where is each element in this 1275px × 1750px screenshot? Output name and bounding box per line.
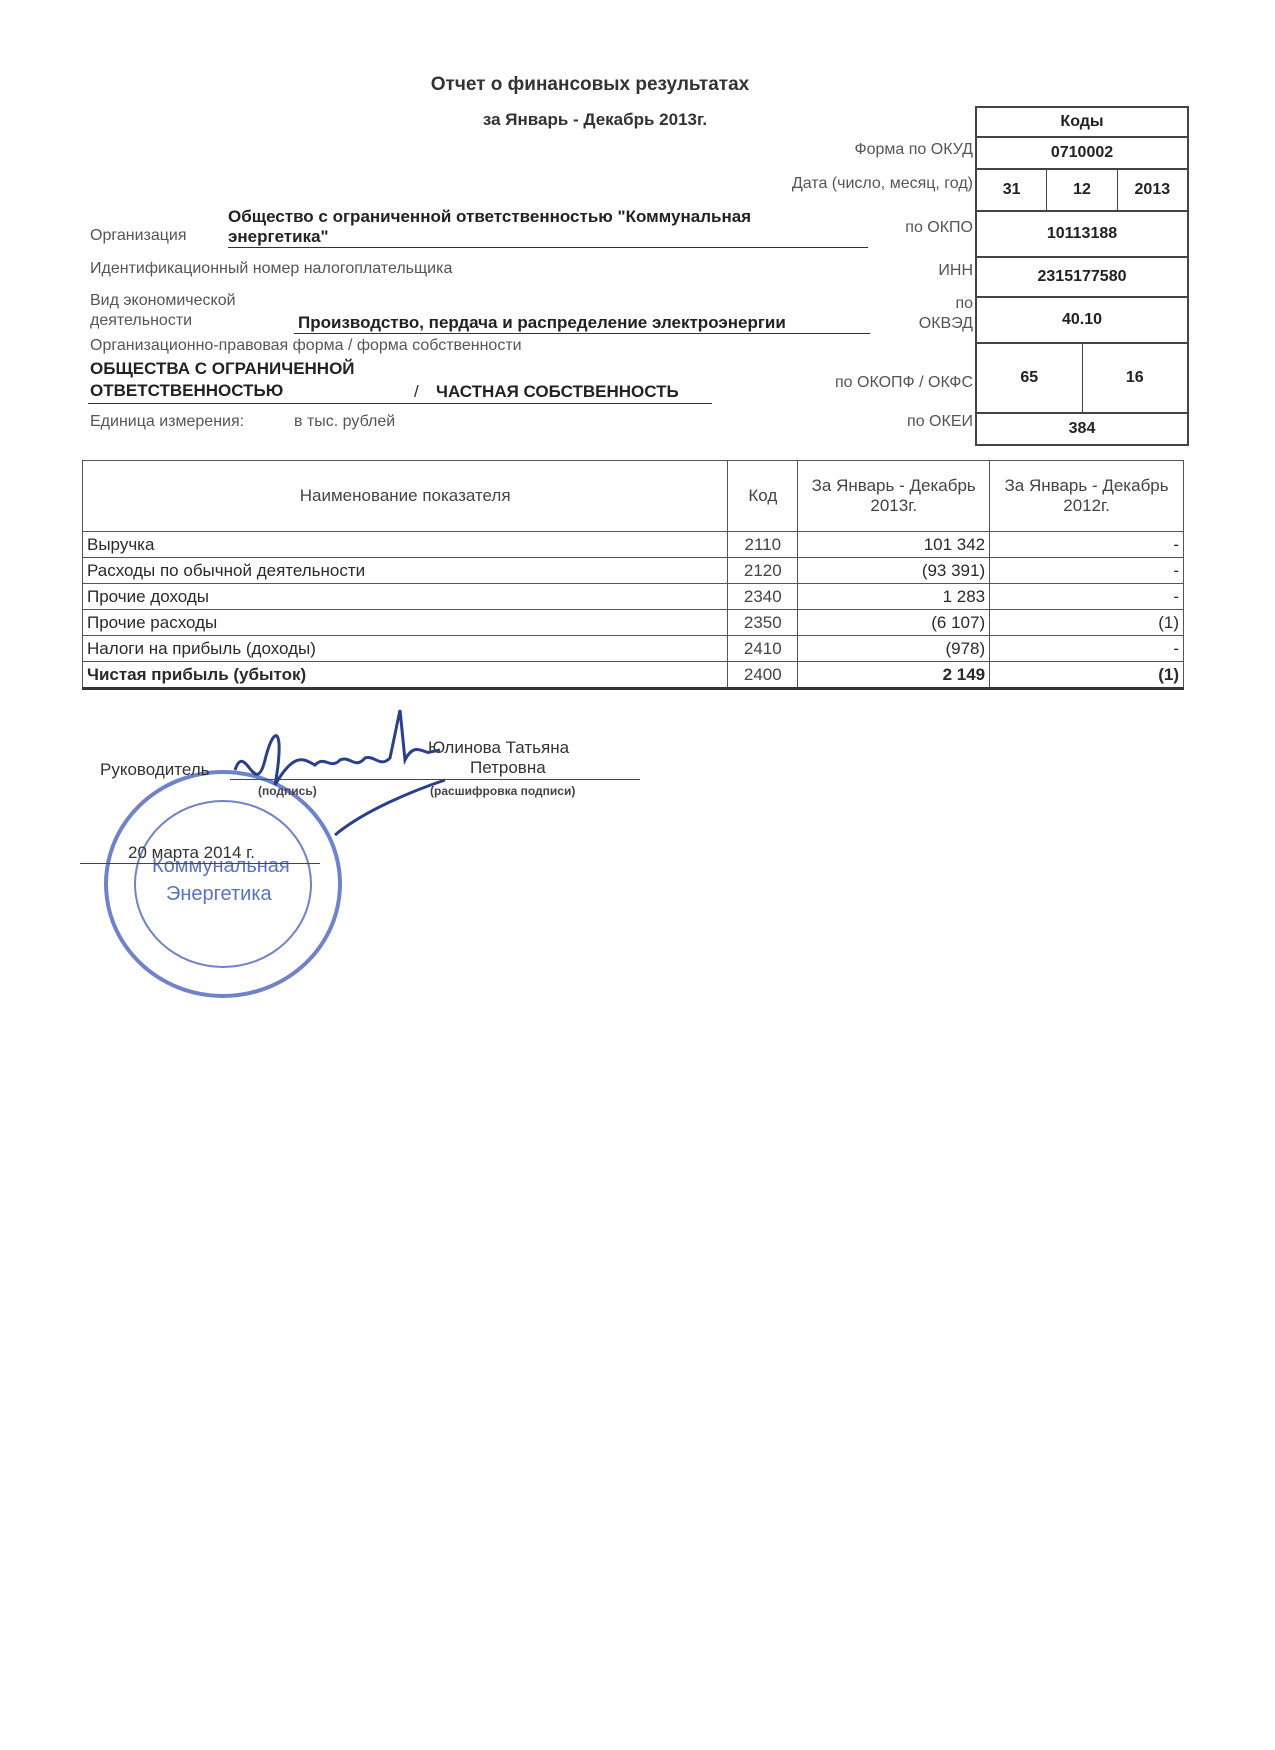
- codes-box: [975, 106, 1189, 446]
- org-name-line1: Общество с ограниченной ответственностью "Коммунальная: [228, 207, 752, 226]
- row-current: 2 149: [798, 662, 990, 689]
- sign-caption: (подпись): [258, 784, 317, 798]
- form-label: Организационно-правовая форма / форма собственности: [90, 337, 522, 354]
- row-previous: -: [990, 532, 1184, 558]
- table-row: [83, 584, 1184, 610]
- row-current: (978): [798, 636, 990, 662]
- row-name: Прочие доходы: [83, 584, 728, 610]
- financial-table: [82, 460, 1184, 690]
- okei-value: 384: [977, 414, 1187, 446]
- row-previous: -: [990, 558, 1184, 584]
- row-code: 2340: [728, 584, 798, 610]
- okopf-value: 65: [1020, 369, 1039, 386]
- row-previous: -: [990, 584, 1184, 610]
- date-row: [977, 170, 1187, 212]
- date-year: 2013: [1117, 170, 1187, 210]
- decode-caption: (расшифровка подписи): [430, 784, 576, 798]
- report-period: за Январь - Декабрь 2013г.: [482, 110, 708, 129]
- table-header-row: [83, 461, 1184, 532]
- date-line: [80, 863, 320, 864]
- row-code: 2120: [728, 558, 798, 584]
- row-previous: -: [990, 636, 1184, 662]
- okpo-value: 10113188: [977, 212, 1187, 258]
- okud-value: 0710002: [977, 138, 1187, 170]
- row-current: 101 342: [798, 532, 990, 558]
- stamp-text-2: Энергетика: [166, 883, 272, 905]
- okved-label-1: по: [955, 295, 973, 312]
- col-previous-header: За Январь - Декабрь 2012г.: [990, 461, 1184, 532]
- codes-header: Коды: [977, 108, 1187, 138]
- unit-label: Единица измерения:: [90, 413, 245, 430]
- form-line1: ОБЩЕСТВА С ОГРАНИЧЕННОЙ: [90, 359, 355, 378]
- inn-text: Идентификационный номер налогоплательщика: [90, 260, 453, 277]
- inn-label: ИНН: [938, 262, 973, 279]
- org-label: Организация: [90, 227, 187, 244]
- table-row: [83, 558, 1184, 584]
- okfs-value: 16: [1082, 344, 1188, 412]
- row-current: (6 107): [798, 610, 990, 636]
- signatory-name-line1: Юлинова Татьяна: [428, 738, 570, 757]
- activity-value: Производство, пердача и распределение электроэнергии: [294, 313, 870, 334]
- row-previous: (1): [990, 662, 1184, 689]
- row-code: 2410: [728, 636, 798, 662]
- org-name-line2: энергетика": [228, 227, 868, 248]
- signature-role: Руководитель: [100, 760, 210, 779]
- stamp-text-1: Коммунальная: [152, 855, 290, 877]
- table-row: [83, 610, 1184, 636]
- row-name: Расходы по обычной деятельности: [83, 558, 728, 584]
- row-code: 2400: [728, 662, 798, 689]
- okei-label: по ОКЕИ: [907, 413, 973, 430]
- row-code: 2110: [728, 532, 798, 558]
- row-name: Прочие расходы: [83, 610, 728, 636]
- row-name: Выручка: [83, 532, 728, 558]
- signatory-name-line2: Петровна: [470, 758, 546, 777]
- col-current-header: За Январь - Декабрь 2013г.: [798, 461, 990, 532]
- activity-label-1: Вид экономической: [90, 292, 236, 309]
- okopf-label: по ОКОПФ / ОКФС: [835, 374, 973, 391]
- table-row-total: [83, 662, 1184, 689]
- form-line2: ОТВЕТСТВЕННОСТЬЮ: [90, 381, 284, 400]
- row-name: Чистая прибыль (убыток): [83, 662, 728, 689]
- okud-label: Форма по ОКУД: [854, 141, 973, 158]
- okpo-label: по ОКПО: [905, 219, 973, 236]
- row-name: Налоги на прибыль (доходы): [83, 636, 728, 662]
- col-code-header: Код: [728, 461, 798, 532]
- row-current: (93 391): [798, 558, 990, 584]
- col-name-header: Наименование показателя: [83, 461, 728, 532]
- inn-value: 2315177580: [977, 258, 1187, 298]
- table-row: [83, 636, 1184, 662]
- date-label: Дата (число, месяц, год): [791, 175, 973, 192]
- ownership-value: ЧАСТНАЯ СОБСТВЕННОСТЬ: [436, 382, 679, 401]
- date-month: 12: [1046, 170, 1116, 210]
- okopf-row: [977, 344, 1187, 414]
- okved-value: 40.10: [977, 298, 1187, 344]
- handwritten-signature: [215, 700, 475, 840]
- report-title: Отчет о финансовых результатах: [430, 74, 750, 95]
- date-day: 31: [1002, 181, 1021, 198]
- row-previous: (1): [990, 610, 1184, 636]
- form-separator: /: [414, 382, 419, 401]
- row-code: 2350: [728, 610, 798, 636]
- okved-label-2: ОКВЭД: [918, 315, 973, 332]
- unit-value: в тыс. рублей: [294, 413, 396, 430]
- table-row: [83, 532, 1184, 558]
- signature-date: 20 марта 2014 г.: [128, 843, 256, 862]
- activity-label-2: деятельности: [90, 312, 193, 329]
- row-current: 1 283: [798, 584, 990, 610]
